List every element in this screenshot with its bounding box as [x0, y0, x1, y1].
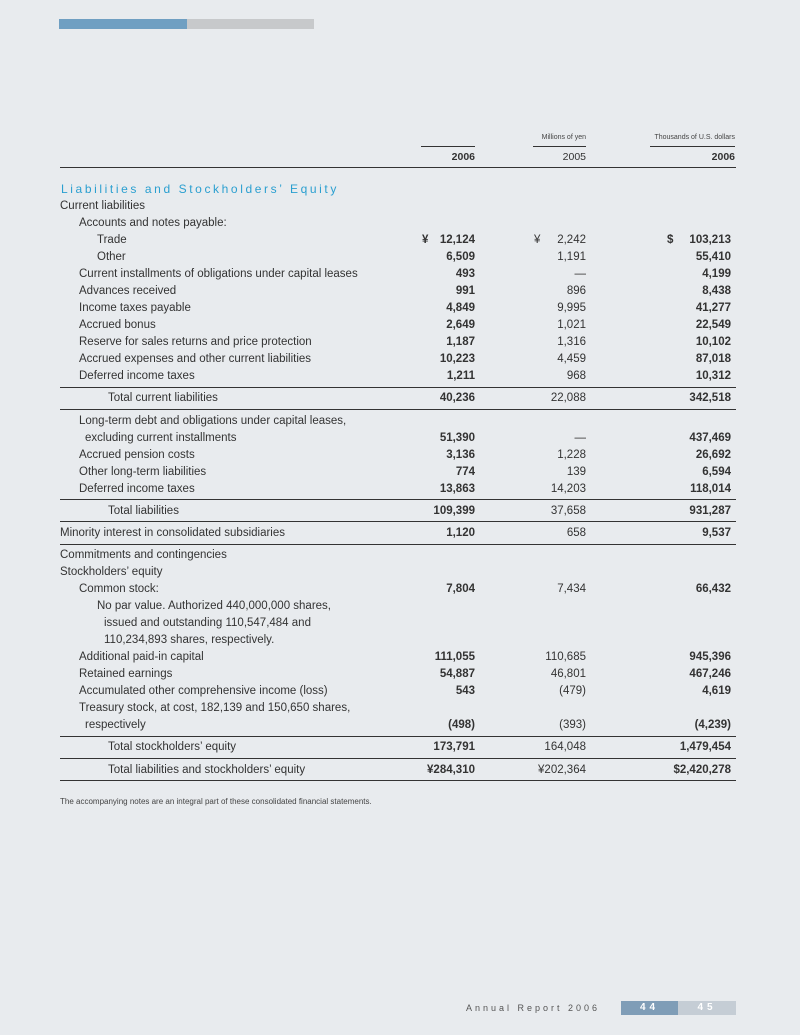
table-row: [60, 319, 736, 336]
row-label: Common stock:: [79, 583, 159, 595]
row-value-v1: 774: [455, 466, 475, 478]
row-value-v1: 1,211: [446, 370, 475, 382]
currency-symbol: ¥: [422, 234, 429, 246]
row-value-v2: ¥202,364: [538, 764, 586, 776]
row-value-v1: 54,887: [439, 668, 475, 680]
row-value-v2: 110,685: [545, 651, 586, 663]
row-value-v3: 55,410: [695, 251, 731, 263]
header-rule: [60, 167, 736, 168]
progress-fill: [59, 19, 187, 29]
row-label: respectively: [85, 719, 146, 731]
row-label: Trade: [97, 234, 127, 246]
table-row: [60, 234, 736, 251]
row-value-v1: 2,649: [446, 319, 475, 331]
table-row: [60, 566, 736, 583]
row-label: Total current liabilities: [108, 392, 218, 404]
row-value-v2: —: [574, 432, 586, 444]
table-row: [60, 392, 736, 409]
row-value-v3: 4,619: [702, 685, 731, 697]
row-label: Other: [97, 251, 126, 263]
table-row: [60, 634, 736, 651]
row-label: issued and outstanding 110,547,484 and: [104, 617, 311, 629]
row-label: excluding current installments: [85, 432, 237, 444]
row-value-v3: 26,692: [695, 449, 731, 461]
table-row: [60, 685, 736, 702]
column-year-2006-yen: 2006: [451, 151, 475, 163]
row-label: Advances received: [79, 285, 177, 297]
table-row: [60, 370, 736, 387]
row-value-v3: 4,199: [702, 268, 731, 280]
table-row: [60, 302, 736, 319]
row-value-v2: 7,434: [557, 583, 586, 595]
table-row: [60, 505, 736, 522]
footer-report-label: Annual Report 2006: [466, 1003, 601, 1013]
row-label: Accrued pension costs: [79, 449, 195, 461]
rule-after-total-liabilities: [60, 521, 736, 522]
row-label: Total liabilities: [108, 505, 179, 517]
table-row: [60, 285, 736, 302]
row-value-v1: 1,187: [446, 336, 475, 348]
rule-after-total-current: [60, 409, 736, 410]
row-label: Accounts and notes payable:: [79, 217, 227, 229]
table-row: [60, 466, 736, 483]
column-group-usd-rule: [650, 146, 735, 147]
row-value-v1: 4,849: [446, 302, 475, 314]
rule-before-total-equity: [60, 736, 736, 737]
row-value-v3: 66,432: [695, 583, 731, 595]
row-value-v3: 945,396: [689, 651, 731, 663]
row-label: 110,234,893 shares, respectively.: [104, 634, 275, 646]
column-group-usd: Thousands of U.S. dollars: [654, 134, 735, 141]
rule-after-total-equity: [60, 758, 736, 759]
row-value-v1: 109,399: [433, 505, 475, 517]
row-value-v2: 9,995: [557, 302, 586, 314]
row-label: Accrued bonus: [79, 319, 156, 331]
row-value-v3: 467,246: [689, 668, 731, 680]
row-label: Retained earnings: [79, 668, 173, 680]
table-row: [60, 702, 736, 719]
row-label: Additional paid-in capital: [79, 651, 204, 663]
table-row: [60, 353, 736, 370]
row-label: Current installments of obligations under capital leases: [79, 268, 358, 280]
row-value-v3: 437,469: [689, 432, 731, 444]
year-rule-1: [421, 146, 475, 147]
row-value-v1: 1,120: [446, 527, 475, 539]
section-title: Liabilities and Stockholders’ Equity: [61, 182, 339, 196]
row-value-v1: 13,863: [439, 483, 475, 495]
table-row: [60, 600, 736, 617]
table-row: [60, 764, 736, 781]
row-value-v2: 22,088: [550, 392, 586, 404]
table-row: [60, 251, 736, 268]
row-value-v1: 6,509: [446, 251, 475, 263]
row-value-v2: 4,459: [557, 353, 586, 365]
row-label: No par value. Authorized 440,000,000 shares,: [97, 600, 331, 612]
row-label: Total stockholders’ equity: [108, 741, 237, 753]
row-value-v3: 6,594: [702, 466, 731, 478]
table-row: [60, 217, 736, 234]
rule-before-total-liabilities: [60, 499, 736, 500]
table-row: [60, 449, 736, 466]
row-value-v1: 51,390: [439, 432, 475, 444]
row-value-v3: 22,549: [695, 319, 731, 331]
row-value-v2: 658: [566, 527, 586, 539]
row-value-v3: (4,239): [694, 719, 731, 731]
table-row: [60, 651, 736, 668]
row-value-v2: 1,191: [557, 251, 586, 263]
row-value-v3: 10,312: [695, 370, 731, 382]
row-label: Income taxes payable: [79, 302, 191, 314]
row-value-v3: $2,420,278: [673, 764, 731, 776]
row-value-v1: 493: [455, 268, 475, 280]
table-row: [60, 741, 736, 758]
page-number-next: 45: [678, 1001, 736, 1015]
row-value-v1: 111,055: [434, 651, 475, 663]
row-value-v2: 1,021: [557, 319, 586, 331]
row-value-v2: 2,242: [557, 234, 586, 246]
row-value-v2: (479): [559, 685, 586, 697]
table-row: [60, 268, 736, 285]
row-value-v1: 7,804: [446, 583, 475, 595]
row-value-v2: —: [574, 268, 586, 280]
row-value-v1: 12,124: [439, 234, 475, 246]
row-value-v1: 3,136: [446, 449, 475, 461]
row-value-v2: 46,801: [550, 668, 586, 680]
table-row: [60, 415, 736, 432]
row-value-v3: 342,518: [689, 392, 731, 404]
row-value-v1: 991: [455, 285, 475, 297]
table-row: [60, 617, 736, 634]
row-value-v3: 1,479,454: [679, 741, 731, 753]
footnote: The accompanying notes are an integral part of these consolidated financial statements.: [60, 797, 372, 806]
row-label: Deferred income taxes: [79, 370, 195, 382]
row-label: Other long-term liabilities: [79, 466, 207, 478]
row-label: Deferred income taxes: [79, 483, 195, 495]
row-label: Stockholders’ equity: [60, 566, 163, 578]
page-number-current: 44: [621, 1001, 678, 1015]
row-value-v1: 543: [455, 685, 475, 697]
currency-symbol: $: [667, 234, 674, 246]
row-value-v2: 14,203: [550, 483, 586, 495]
row-value-v1: 10,223: [439, 353, 475, 365]
row-label: Total liabilities and stockholders’ equity: [108, 764, 306, 776]
row-label: Treasury stock, at cost, 182,139 and 150,650 shares,: [79, 702, 351, 714]
row-label: Reserve for sales returns and price protection: [79, 336, 312, 348]
row-value-v3: 8,438: [702, 285, 731, 297]
table-row: [60, 527, 736, 544]
row-value-v2: 139: [566, 466, 586, 478]
row-value-v2: 37,658: [550, 505, 586, 517]
table-row: [60, 483, 736, 500]
row-value-v1: ¥284,310: [427, 764, 475, 776]
row-value-v3: 87,018: [695, 353, 731, 365]
row-label: Current liabilities: [60, 200, 146, 212]
row-value-v2: (393): [559, 719, 586, 731]
table-row: [60, 336, 736, 353]
currency-symbol: ¥: [534, 234, 541, 246]
column-group-yen-rule: [533, 146, 586, 147]
column-group-yen: Millions of yen: [541, 134, 586, 141]
row-value-v2: 1,316: [557, 336, 586, 348]
row-value-v3: 9,537: [702, 527, 731, 539]
row-value-v1: 40,236: [439, 392, 475, 404]
row-value-v1: (498): [448, 719, 475, 731]
row-value-v3: 931,287: [689, 505, 731, 517]
row-label: Long-term debt and obligations under capital leases,: [79, 415, 347, 427]
row-value-v2: 1,228: [557, 449, 586, 461]
row-value-v3: 10,102: [695, 336, 731, 348]
row-label: Accrued expenses and other current liabilities: [79, 353, 312, 365]
row-label: Minority interest in consolidated subsidiaries: [60, 527, 285, 539]
row-value-v2: 164,048: [544, 741, 586, 753]
row-value-v3: 118,014: [690, 483, 731, 495]
table-row: [60, 432, 736, 449]
table-row: [60, 719, 736, 736]
row-value-v1: 173,791: [433, 741, 475, 753]
row-value-v2: 896: [566, 285, 586, 297]
table-row: [60, 200, 736, 217]
row-value-v2: 968: [566, 370, 586, 382]
row-label: Commitments and contingencies: [60, 549, 227, 561]
row-label: Accumulated other comprehensive income (loss): [79, 685, 328, 697]
rule-after-minority: [60, 544, 736, 545]
table-row: [60, 668, 736, 685]
column-year-2005-yen: 2005: [562, 151, 586, 163]
progress-bar: [59, 19, 314, 29]
row-value-v3: 103,213: [689, 234, 731, 246]
table-row: [60, 583, 736, 600]
rule-before-total-current: [60, 387, 736, 388]
row-value-v3: 41,277: [695, 302, 731, 314]
table-row: [60, 549, 736, 566]
rule-after-grand-total: [60, 780, 736, 781]
column-year-2006-usd: 2006: [711, 151, 735, 163]
